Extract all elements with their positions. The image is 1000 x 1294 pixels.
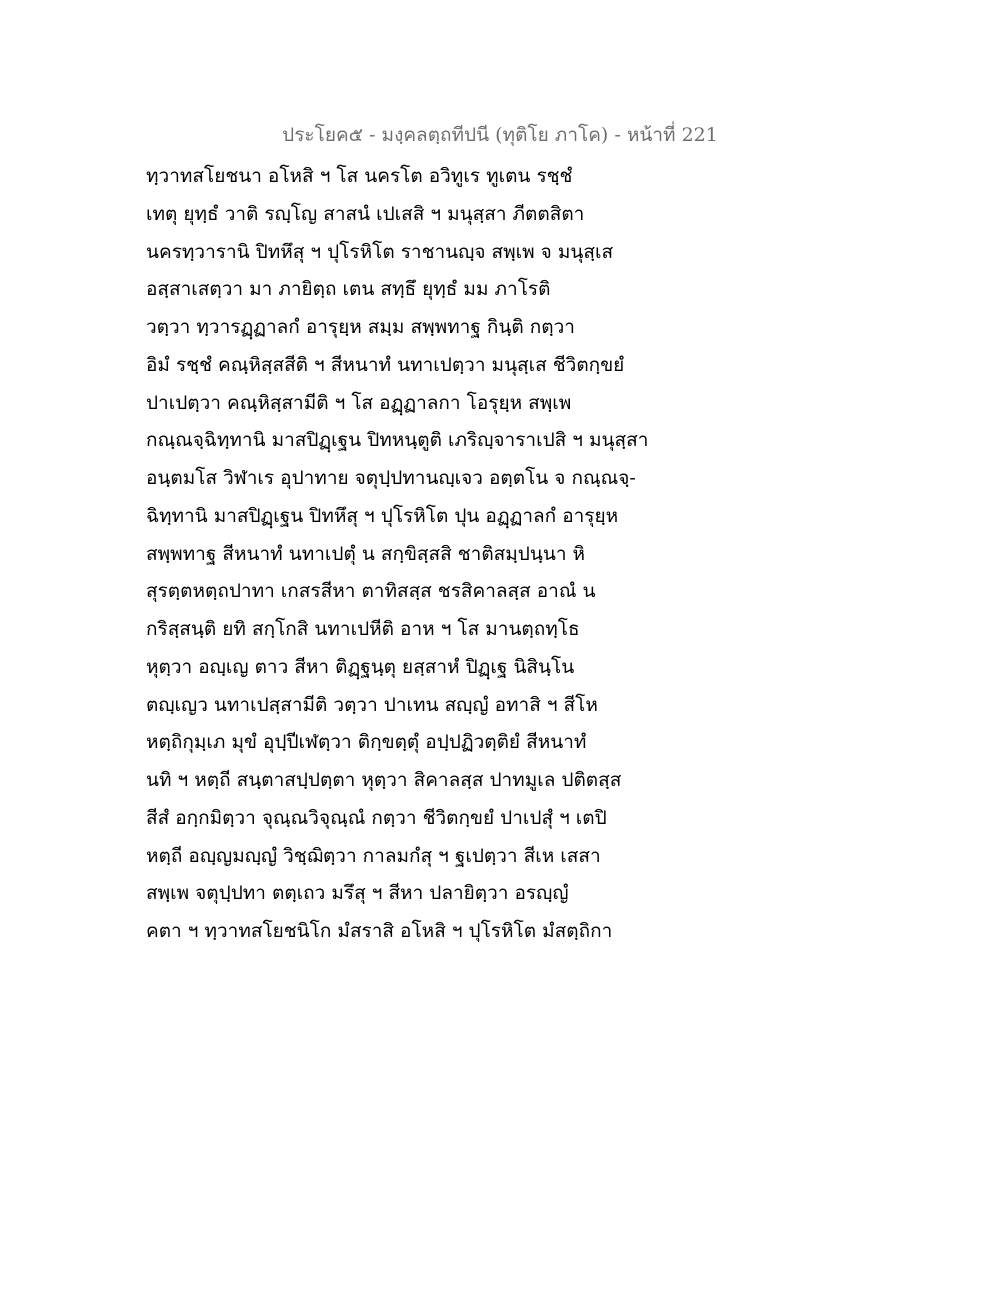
text-line: สีสํ อกฺกมิตฺวา จุณฺณวิจุณฺณํ กตฺวา ชีวิตกฺขยํ ปาเปสุํ ฯ เตปิ (146, 806, 607, 829)
text-line: อิมํ รชฺชํ คณฺหิสฺสสีติ ฯ สีหนาทํ นทาเปตฺวา มนุสฺเส ชีวิตกฺขยํ (146, 353, 625, 376)
text-line: นครทฺวารานิ ปิทหึสุ ฯ ปุโรหิโต ราชานญฺจ สพฺเพ จ มนุสฺเส (146, 240, 614, 263)
text-line: สุรตฺตหตฺถปาทา เกสรสีหา ตาทิสสฺส ชรสิคาลสฺส อาณํ น (146, 580, 596, 603)
text-line: วตฺวา ทฺวารฏฺฏาลกํ อารุยฺห สมฺม สพฺพทาฐ กินฺติ กตฺวา (146, 316, 575, 338)
text-line: ตญฺเญว นทาเปสฺสามีติ วตฺวา ปาเทน สญฺญํ อทาสิ ฯ สีโห (146, 693, 598, 716)
running-header: ประโยค๕ - มงฺคลตฺถทีปนี (ทุติโย ภาโค) - หน้าที่ 221 (282, 124, 718, 146)
text-line: หุตฺวา อญฺเญ ตาว สีหา ติฏฺฐนฺตุ ยสฺสาหํ ปิฏฺเฐ นิสินฺโน (146, 655, 575, 678)
text-line: คตา ฯ ทฺวาทสโยชนิโก มํสราสิ อโหสิ ฯ ปุโรหิโต มํสตฺถิกา (146, 920, 613, 942)
text-line: หตฺถี อญฺญมญฺญํ วิชฺฌิตฺวา กาลมกํสุ ฯ ฐเปตฺวา สีเห เสสา (146, 844, 601, 867)
text-line: นทิ ฯ หตฺถี สนฺตาสปฺปตฺตา หุตฺวา สิคาลสฺส ปาทมูเล ปติตสฺส (146, 769, 622, 791)
body-text (146, 158, 706, 951)
text-line: อสฺสาเสตฺวา มา ภายิตฺถ เตน สทฺธึ ยุทฺธํ มม ภาโรติ (146, 278, 551, 301)
text-line: ทฺวาทสโยชนา อโหสิ ฯ โส นครโต อวิทูเร ทูเตน รชฺชํ (146, 165, 573, 187)
text-line: กณฺณจฺฉิทฺทานิ มาสปิฏฺเฐน ปิทหนฺตูติ เภริญฺจาราเปสิ ฯ มนุสฺสา (146, 429, 649, 452)
text-line: สพฺเพ จตุปฺปทา ตตฺเถว มรึสุ ฯ สีหา ปลายิตฺวา อรญฺญํ (146, 882, 569, 905)
text-line: หตฺถิกุมฺเภ มุขํ อุปฺปีเฬตฺวา ติกฺขตฺตุํ อปฺปฏิวตฺติยํ สีหนาทํ (146, 731, 587, 754)
text-line: กริสฺสนฺติ ยทิ สกฺโกสิ นทาเปหีติ อาห ฯ โส มานตฺถทฺโธ (146, 618, 580, 640)
text-line: สพฺพทาฐ สีหนาทํ นทาเปตุํ น สกฺขิสฺสสิ ชาติสมฺปนฺนา หิ (146, 542, 586, 565)
text-line: อนฺตมโส วิฬาเร อุปาทาย จตุปฺปทานญฺเจว อตฺตโน จ กณฺณจฺ- (146, 467, 636, 489)
text-line: เทตุ ยุทฺธํ วาติ รญฺโญ สาสนํ เปเสสิ ฯ มนุสฺสา ภีตตสิตา (146, 202, 585, 225)
text-line: ฉิทฺทานิ มาสปิฏฺเฐน ปิทหึสุ ฯ ปุโรหิโต ปุน อฏฺฏาลกํ อารุยฺห (146, 504, 619, 527)
text-line: ปาเปตฺวา คณฺหิสฺสามีติ ฯ โส อฏฺฏาลกา โอรุยฺห สพฺเพ (146, 391, 572, 414)
